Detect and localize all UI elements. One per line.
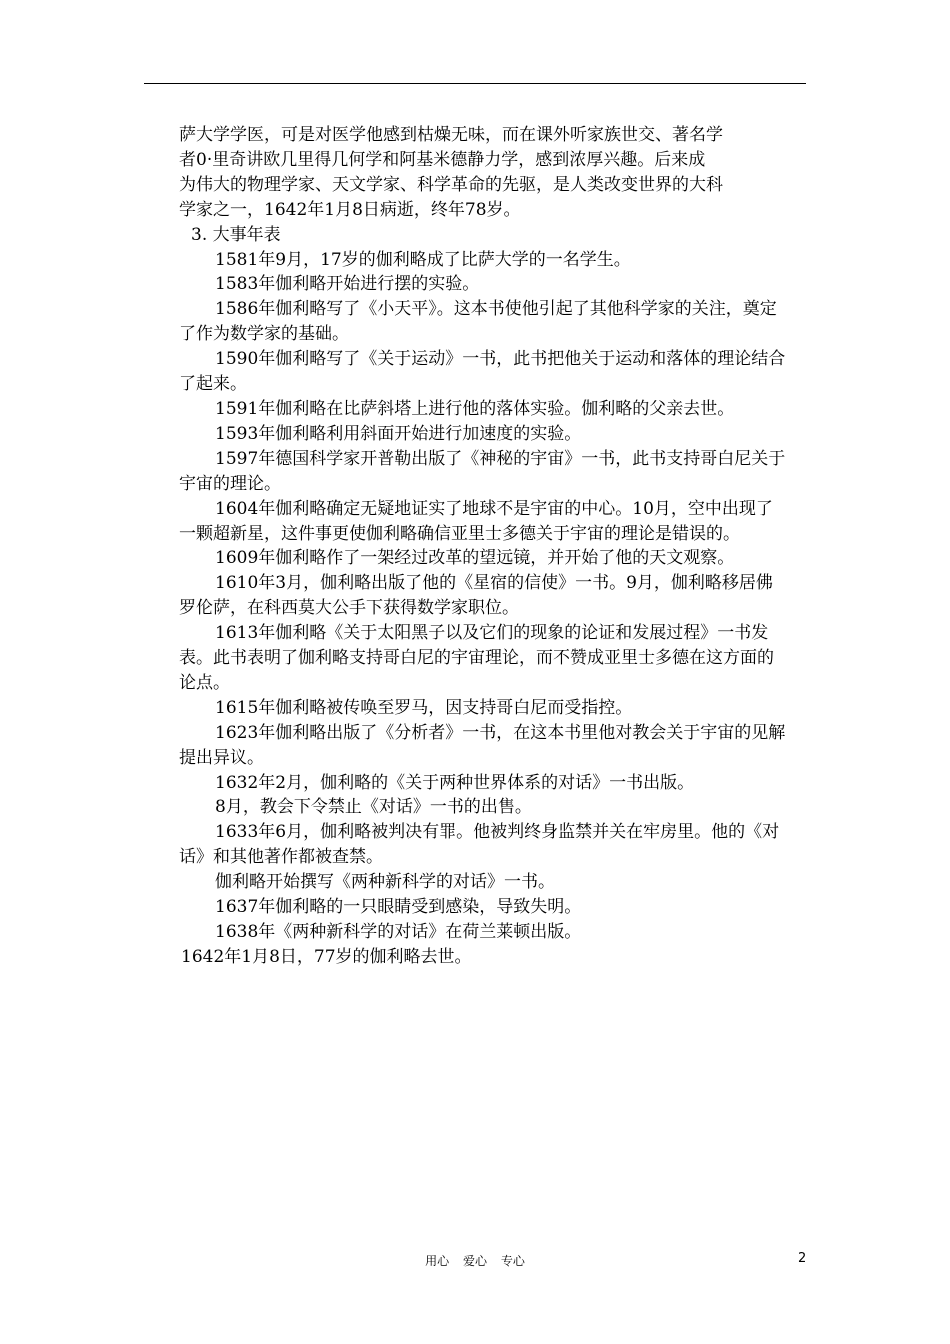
timeline-entry: 1593年伽利略利用斜面开始进行加速度的实验。 — [215, 423, 582, 444]
timeline-entry: 1581年9月，17岁的伽利略成了比萨大学的一名学生。 — [215, 249, 631, 270]
final-timeline-entry: 1642年1月8日，77岁的伽利略去世。 — [181, 946, 472, 967]
timeline-entry: 1590年伽利略写了《关于运动》一书，此书把他关于运动和落体的理论结合了起来。 — [179, 349, 786, 395]
footer-word: 爱心 — [462, 1254, 487, 1268]
timeline-entry: 1632年2月，伽利略的《关于两种世界体系的对话》一书出版。 — [215, 772, 695, 793]
document-body — [179, 123, 789, 970]
page-footer — [0, 1252, 950, 1269]
timeline-entry: 1610年3月，伽利略出版了他的《星宿的信使》一书。9月，伽利略移居佛罗伦萨，在科西莫大公手下获得数学家职位。 — [179, 573, 773, 619]
timeline-entry: 伽利略开始撰写《两种新科学的对话》一书。 — [215, 872, 555, 893]
timeline-entry: 1604年伽利略确定无疑地证实了地球不是宇宙的中心。10月，空中出现了一颗超新星，这件事更使伽利略确信亚里士多德关于宇宙的理论是错误的。 — [179, 498, 773, 544]
intro-line: 萨大学学医，可是对医学他感到枯燥无味，而在课外听家族世交、著名学 — [179, 125, 723, 145]
timeline-entry: 1613年伽利略《关于太阳黑子以及它们的现象的论证和发展过程》一书发表。此书表明了伽利略支持哥白尼的宇宙理论，而不赞成亚里士多德在这方面的论点。 — [179, 623, 774, 693]
timeline-entry: 1591年伽利略在比萨斜塔上进行他的落体实验。伽利略的父亲去世。 — [215, 398, 735, 419]
timeline-entry: 1637年伽利略的一只眼睛受到感染，导致失明。 — [215, 897, 582, 918]
header-rule — [144, 83, 806, 84]
intro-line: 者0·里奇讲欧几里得几何学和阿基米德静力学，感到浓厚兴趣。后来成 — [179, 149, 706, 170]
section-heading: 3. 大事年表 — [191, 224, 281, 245]
timeline-entry: 1609年伽利略作了一架经过改革的望远镜，并开始了他的天文观察。 — [215, 548, 735, 569]
timeline-entry: 1638年《两种新科学的对话》在荷兰莱顿出版。 — [215, 922, 582, 942]
footer-word: 专心 — [500, 1254, 525, 1268]
timeline-entry: 8月，教会下令禁止《对话》一书的出售。 — [215, 797, 532, 818]
footer-word: 用心 — [425, 1254, 450, 1268]
timeline-entry: 1633年6月，伽利略被判决有罪。他被判终身监禁并关在牢房里。他的《对话》和其他著作都被查禁。 — [179, 822, 780, 868]
intro-line: 为伟大的物理学家、天文学家、科学革命的先驱，是人类改变世界的大科 — [179, 174, 723, 195]
timeline-entry: 1615年伽利略被传唤至罗马，因支持哥白尼而受指控。 — [215, 697, 633, 718]
intro-line: 学家之一，1642年1月8日病逝，终年78岁。 — [179, 199, 521, 220]
page-number: 2 — [798, 1251, 807, 1266]
timeline-entry: 1583年伽利略开始进行摆的实验。 — [215, 274, 480, 295]
timeline-entry: 1586年伽利略写了《小天平》。这本书使他引起了其他科学家的关注，奠定了作为数学家的基础。 — [179, 299, 777, 345]
timeline-entry: 1623年伽利略出版了《分析者》一书，在这本书里他对教会关于宇宙的见解提出异议。 — [179, 722, 786, 768]
timeline-entry: 1597年德国科学家开普勒出版了《神秘的宇宙》一书，此书支持哥白尼关于宇宙的理论。 — [179, 448, 786, 494]
